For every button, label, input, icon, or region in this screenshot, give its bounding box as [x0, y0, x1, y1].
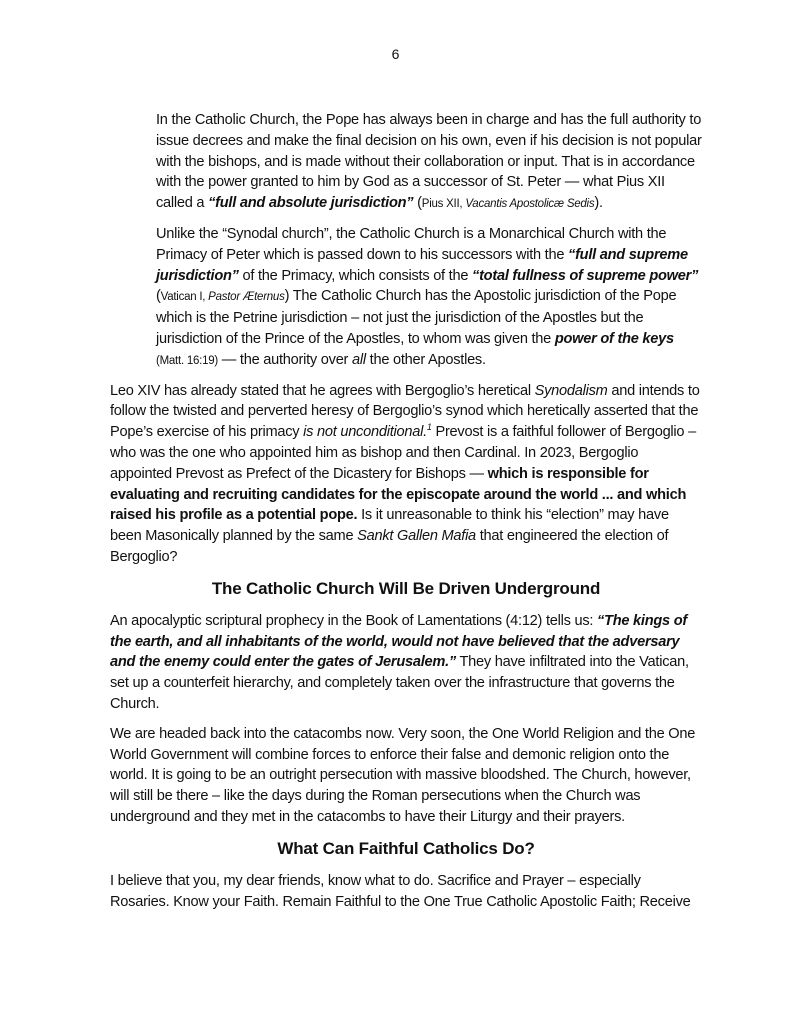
footnote-marker[interactable]: 1 [426, 422, 432, 433]
quote-text: Unlike the “Synodal church”, the Catholic Church is a Monarchical Church with the Primacy of Peter which is passed down to his successors with the [156, 225, 667, 263]
section-heading-faithful: What Can Faithful Catholics Do? [277, 838, 535, 858]
citation-author: Vatican I, [160, 291, 209, 304]
emphasis: is not unconditional. [303, 424, 427, 441]
body-text: They have infiltrated into the Vatican, set up a counterfeit hierarchy, and completely taken over the infrastructure that governs the Church. [110, 654, 689, 712]
citation-title: Vacantis Apostolicæ Sedis [465, 198, 595, 211]
quote-text: In the Catholic Church, the Pope has always been in charge and has the full authority to issue decrees and make the final decision on his own, even if his decision is not popular with the bishops, and is made without their collaboration or input. That is in accordance with the power granted to him by God as a successor of St. Peter — what Pius XII called a [156, 112, 702, 212]
citation [161, 291, 285, 303]
body-text: Leo XIV has already stated that he agrees with Bergoglio’s heretical [110, 382, 535, 399]
quote-emphasis: “full and absolute jurisdiction” [208, 195, 414, 212]
citation-close: ) [284, 288, 290, 305]
paragraph-what-to-do: I believe that you, my dear friends, know what to do. Sacrifice and Prayer – especially Rosaries. Know your Faith. Remain Faithful to the One True Catholic Apostolic Faith; Receive [110, 872, 691, 910]
scripture-quote: “The kings of the earth, and all inhabitants of the world, would not have believed that the adversary and the enemy could enter the gates of Jerusalem.” [110, 612, 687, 671]
body-text: Is it unreasonable to think his “election” may have been Masonically planned by the same [110, 507, 669, 545]
citation-open: ( [413, 195, 422, 212]
quote-emphasis: “total fullness of supreme power” [472, 267, 699, 284]
document-body [110, 110, 702, 921]
paragraph-catacombs: We are headed back into the catacombs now. Very soon, the One World Religion and the One World Government will combine forces to enforce their false and demonic religion onto the world. It is going to be an outright persecution with massive bloodshed. The Church, however, will still be there – like the days during the Roman persecutions when the Church was underground and they met in the catacombs to have their Liturgy and their prayers. [110, 725, 696, 825]
citation-close: ). [594, 195, 603, 212]
body-text: An apocalyptic scriptural prophecy in the Book of Lamentations (4:12) tells us: [110, 612, 597, 629]
citation-open: ( [156, 288, 161, 305]
emphasis: Sankt Gallen Mafia [357, 528, 476, 545]
paragraph-lamentations [110, 611, 702, 715]
section-heading-underground: The Catholic Church Will Be Driven Underground [211, 578, 601, 598]
quote-text: of the Primacy, which consists of the [238, 267, 473, 284]
page-number: 6 [391, 46, 400, 62]
citation: (Matt. 16:19) [156, 354, 218, 367]
quote-text: — the authority over [217, 351, 352, 368]
quote-emphasis: power of the keys [554, 330, 674, 347]
block-quote-1 [156, 110, 702, 215]
citation-author: Pius XII, [421, 198, 466, 211]
bold-text: which is responsible for evaluating and recruiting candidates for the episcopate around the world ... and which raised his profile as a potential pope. [110, 465, 687, 524]
emphasis: Synodalism [534, 382, 608, 399]
citation-title: Pastor Æternus [208, 291, 285, 304]
quote-emphasis: “full and supreme jurisdiction” [156, 246, 688, 284]
quote-emphasis: all [351, 351, 366, 368]
quote-text: the other Apostles. [365, 351, 486, 368]
body-text: and intends to follow the twisted and perverted heresy of Bergoglio’s synod which heretically asserted that the Pope’s exercise of his primacy [110, 382, 700, 441]
body-text: Prevost is a faithful follower of Bergoglio – who was the one who appointed him as bishop and then Cardinal. In 2023, Bergoglio appointed Prevost as Prefect of the Dicastery for Bishops — [110, 424, 696, 482]
quote-text: The Catholic Church has the Apostolic jurisdiction of the Pope which is the Petrine jurisdiction – not just the jurisdiction of the Apostles but the jurisdiction of the Prince of the Apostles, to whom was given the [156, 288, 677, 347]
body-text: that engineered the election of Bergoglio? [110, 528, 669, 565]
citation [422, 198, 595, 210]
paragraph-leo-xiv [110, 381, 702, 568]
block-quote-2 [156, 224, 702, 372]
